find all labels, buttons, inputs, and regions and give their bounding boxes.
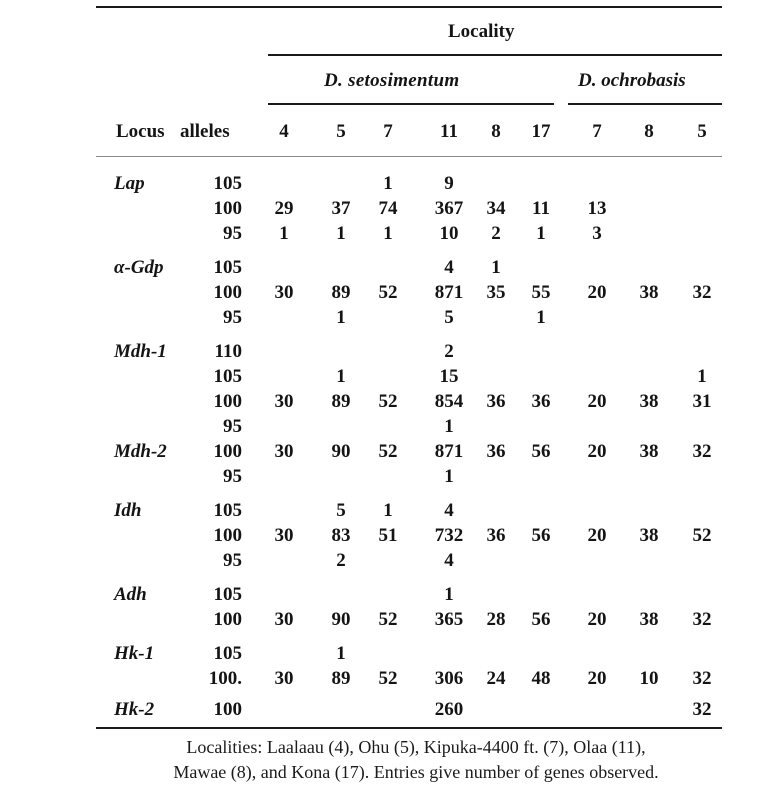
gene-count-cell: 9: [444, 173, 454, 194]
gene-count-cell: 854: [434, 391, 464, 412]
column-header: 11: [440, 121, 458, 142]
gene-count-cell: 20: [587, 441, 607, 462]
column-header: 4: [279, 121, 289, 142]
group-header-ochrobasis: D. ochrobasis: [578, 70, 686, 91]
gene-count-cell: 732: [434, 525, 464, 546]
gene-count-cell: 306: [434, 668, 464, 689]
gene-count-cell: 1: [336, 223, 346, 244]
column-header: 5: [336, 121, 346, 142]
gene-count-cell: 871: [434, 282, 464, 303]
gene-count-cell: 89: [331, 668, 351, 689]
gene-count-cell: 32: [692, 668, 712, 689]
locality-rule: [268, 54, 722, 56]
gene-count-cell: 37: [331, 198, 351, 219]
gene-count-cell: 20: [587, 391, 607, 412]
allele-value: 110: [214, 341, 242, 362]
setosimentum-rule: [268, 103, 554, 105]
gene-count-cell: 260: [434, 699, 464, 720]
gene-count-cell: 30: [274, 609, 294, 630]
gene-count-cell: 89: [331, 391, 351, 412]
ochrobasis-rule: [568, 103, 722, 105]
gene-count-cell: 367: [434, 198, 464, 219]
locus-name: Hk-1: [114, 643, 155, 664]
gene-count-cell: 30: [274, 525, 294, 546]
gene-count-cell: 1: [444, 466, 454, 487]
gene-count-cell: 36: [486, 441, 506, 462]
locus-name: α-Gdp: [114, 257, 164, 278]
column-header: 7: [383, 121, 393, 142]
allele-value: 100: [213, 391, 242, 412]
alleles-column-header: alleles: [180, 121, 230, 142]
gene-count-cell: 55: [531, 282, 551, 303]
gene-count-cell: 28: [486, 609, 506, 630]
gene-count-cell: 90: [331, 609, 351, 630]
column-header: 7: [592, 121, 602, 142]
table-bottom-rule: [96, 727, 722, 729]
gene-count-cell: 38: [639, 441, 659, 462]
allele-value: 95: [223, 550, 242, 571]
gene-count-cell: 36: [531, 391, 551, 412]
allele-value: 100: [213, 525, 242, 546]
table-caption-line-1: Localities: Laalaau (4), Ohu (5), Kipuka-4400 ft. (7), Olaa (11),: [186, 737, 646, 757]
gene-count-cell: 10: [639, 668, 659, 689]
gene-count-cell: 29: [274, 198, 294, 219]
gene-count-cell: 4: [444, 550, 454, 571]
gene-count-cell: 24: [486, 668, 506, 689]
gene-count-cell: 4: [444, 257, 454, 278]
gene-count-cell: 35: [486, 282, 506, 303]
allele-value: 105: [213, 584, 242, 605]
gene-count-cell: 1: [383, 173, 393, 194]
group-header-setosimentum: D. setosimentum: [324, 70, 460, 91]
gene-count-cell: 30: [274, 441, 294, 462]
gene-count-cell: 38: [639, 391, 659, 412]
gene-count-cell: 31: [692, 391, 712, 412]
allele-value: 95: [223, 466, 242, 487]
gene-count-cell: 13: [587, 198, 607, 219]
allele-value: 100: [213, 441, 242, 462]
gene-count-cell: 74: [378, 198, 398, 219]
locus-name: Mdh-2: [114, 441, 167, 462]
gene-count-cell: 32: [692, 609, 712, 630]
gene-count-cell: 1: [383, 223, 393, 244]
column-header: 5: [697, 121, 707, 142]
gene-count-cell: 1: [444, 416, 454, 437]
allele-value: 100: [213, 609, 242, 630]
gene-count-cell: 20: [587, 668, 607, 689]
gene-count-cell: 38: [639, 609, 659, 630]
column-header: 8: [491, 121, 501, 142]
gene-count-cell: 38: [639, 525, 659, 546]
gene-count-cell: 30: [274, 391, 294, 412]
gene-count-cell: 4: [444, 500, 454, 521]
gene-count-cell: 52: [378, 391, 398, 412]
allele-value: 100: [213, 282, 242, 303]
locus-name: Idh: [114, 500, 142, 521]
gene-count-cell: 38: [639, 282, 659, 303]
gene-count-cell: 52: [692, 525, 712, 546]
gene-count-cell: 30: [274, 668, 294, 689]
gene-count-cell: 1: [536, 223, 546, 244]
allele-value: 100: [213, 198, 242, 219]
gene-count-cell: 10: [439, 223, 459, 244]
column-header: 8: [644, 121, 654, 142]
gene-count-cell: 56: [531, 609, 551, 630]
gene-count-cell: 1: [336, 643, 346, 664]
allele-value: 95: [223, 223, 242, 244]
gene-count-cell: 20: [587, 525, 607, 546]
gene-count-cell: 48: [531, 668, 551, 689]
allele-value: 105: [213, 643, 242, 664]
gene-count-cell: 56: [531, 525, 551, 546]
gene-count-cell: 52: [378, 668, 398, 689]
gene-count-cell: 36: [486, 525, 506, 546]
gene-count-cell: 2: [444, 341, 454, 362]
locus-name: Hk-2: [114, 699, 155, 720]
allele-value: 100.: [208, 668, 242, 689]
gene-count-cell: 1: [491, 257, 501, 278]
gene-count-cell: 32: [692, 282, 712, 303]
gene-count-cell: 32: [692, 699, 712, 720]
gene-count-cell: 1: [336, 307, 346, 328]
gene-count-cell: 5: [336, 500, 346, 521]
gene-count-cell: 20: [587, 609, 607, 630]
gene-count-cell: 2: [336, 550, 346, 571]
locality-header: Locality: [448, 21, 515, 42]
gene-count-cell: 89: [331, 282, 351, 303]
gene-count-cell: 52: [378, 282, 398, 303]
gene-count-cell: 1: [444, 584, 454, 605]
allele-value: 105: [213, 173, 242, 194]
allele-value: 105: [213, 500, 242, 521]
column-header: 17: [531, 121, 551, 142]
gene-count-cell: 1: [383, 500, 393, 521]
header-bottom-rule: [96, 156, 722, 157]
gene-count-cell: 20: [587, 282, 607, 303]
gene-count-cell: 871: [434, 441, 464, 462]
gene-count-cell: 32: [692, 441, 712, 462]
table-top-rule: [96, 6, 722, 8]
gene-count-cell: 34: [486, 198, 506, 219]
gene-count-cell: 36: [486, 391, 506, 412]
gene-count-cell: 51: [378, 525, 398, 546]
gene-count-cell: 30: [274, 282, 294, 303]
locus-name: Adh: [114, 584, 147, 605]
allele-value: 105: [213, 366, 242, 387]
gene-count-cell: 15: [439, 366, 459, 387]
gene-count-cell: 1: [536, 307, 546, 328]
gene-count-cell: 83: [331, 525, 351, 546]
allele-value: 100: [213, 699, 242, 720]
gene-count-cell: 90: [331, 441, 351, 462]
gene-count-cell: 52: [378, 441, 398, 462]
allele-value: 95: [223, 307, 242, 328]
gene-count-cell: 1: [336, 366, 346, 387]
gene-count-cell: 5: [444, 307, 454, 328]
locus-column-header: Locus: [116, 121, 165, 142]
locus-name: Mdh-1: [114, 341, 167, 362]
allele-value: 95: [223, 416, 242, 437]
gene-count-cell: 52: [378, 609, 398, 630]
gene-count-cell: 1: [697, 366, 707, 387]
gene-count-cell: 56: [531, 441, 551, 462]
gene-count-cell: 1: [279, 223, 289, 244]
allele-value: 105: [213, 257, 242, 278]
locus-name: Lap: [114, 173, 145, 194]
table-caption-line-2: Mawae (8), and Kona (17). Entries give number of genes observed.: [173, 762, 659, 782]
gene-count-cell: 11: [532, 198, 550, 219]
gene-count-cell: 3: [592, 223, 602, 244]
gene-count-cell: 365: [434, 609, 464, 630]
gene-count-cell: 2: [491, 223, 501, 244]
